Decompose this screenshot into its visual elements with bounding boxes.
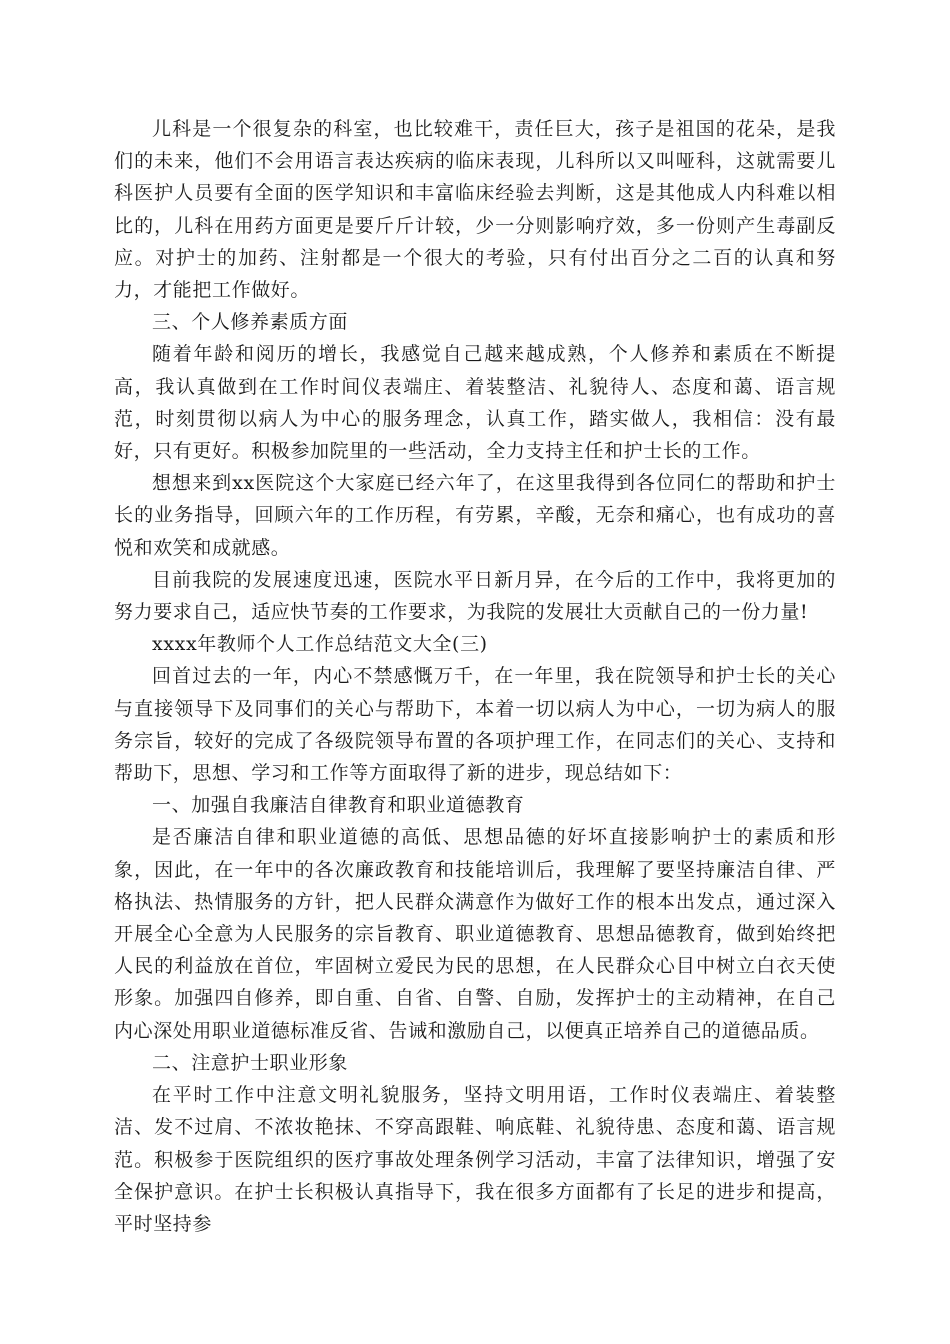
paragraph-pediatrics: 儿科是一个很复杂的科室，也比较难干，责任巨大，孩子是祖国的花朵，是我们的未来，他们不会用语言表达疾病的临床表现，儿科所以又叫哑科，这就需要儿科医护人员要有全面的医学知识和丰富临床经验去判断，这是其他成人内科难以相比的，儿科在用药方面更是要斤斤计较，少一分则影响疗效，多一份则产生毒副反应。对护士的加药、注射都是一个很大的考验，只有付出百分之二百的认真和努力，才能把工作做好。: [114, 118, 836, 302]
paragraph-year-review: 回首过去的一年，内心不禁感慨万千，在一年里，我在院领导和护士长的关心与直接领导下及同事们的关心与帮助下，本着一切以病人为中心，一切为病人的服务宗旨，较好的完成了各级院领导布置的各项护理工作，在同志们的关心、支持和帮助下，思想、学习和工作等方面取得了新的进步，现总结如下：: [114, 665, 836, 785]
paragraph-professional-image: 在平时工作中注意文明礼貌服务，坚持文明用语，工作时仪表端庄、着装整洁、发不过肩、不浓妆艳抹、不穿高跟鞋、响底鞋、礼貌待患、态度和蔼、语言规范。积极参于医院组织的医疗事故处理条例学习活动，丰富了法律知识，增强了安全保护意识。在护士长积极认真指导下，我在很多方面都有了长足的进步和提高，平时坚持参: [114, 1084, 836, 1235]
section-heading-self-discipline: 一、加强自我廉洁自律教育和职业道德教育: [152, 794, 525, 817]
document-page: [114, 113, 836, 1240]
paragraph-personal-growth: 随着年龄和阅历的增长，我感觉自己越来越成熟，个人修养和素质在不断提高，我认真做到在工作时间仪表端庄、着装整洁、礼貌待人、态度和蔼、语言规范，时刻贯彻以病人为中心的服务理念，认真工作，踏实做人，我相信：没有最好，只有更好。积极参加院里的一些活动，全力支持主任和护士长的工作。: [114, 343, 836, 463]
section-heading-nurse-image: 二、注意护士职业形象: [152, 1051, 349, 1074]
paragraph-ethics: 是否廉洁自律和职业道德的高低、思想品德的好坏直接影响护士的素质和形象，因此，在一年中的各次廉政教育和技能培训后，我理解了要坚持廉洁自律、严格执法、热情服务的方针，把人民群众满意作为做好工作的根本出发点，通过深入开展全心全意为人民服务的宗旨教育、职业道德教育、思想品德教育，做到始终把人民的利益放在首位，牢固树立爱民为民的思想，在人民群众心目中树立白衣天使形象。加强四自修养，即自重、自省、自警、自励，发挥护士的主动精神，在自己内心深处用职业道德标准反省、告诫和激励自己，以便真正培养自己的道德品质。: [114, 826, 836, 1042]
paragraph-hospital-development: 目前我院的发展速度迅速，医院水平日新月异，在今后的工作中，我将更加的努力要求自己，适应快节奏的工作要求，为我院的发展壮大贡献自己的一份力量!: [114, 568, 836, 624]
paragraph-six-years: 想想来到xx医院这个大家庭已经六年了，在这里我得到各位同仁的帮助和护士长的业务指导，回顾六年的工作历程，有劳累，辛酸，无奈和痛心，也有成功的喜悦和欢笑和成就感。: [114, 472, 836, 559]
article-title-three: xxxx年教师个人工作总结范文大全(三): [152, 633, 488, 656]
section-heading-personal-cultivation: 三、个人修养素质方面: [152, 311, 349, 334]
